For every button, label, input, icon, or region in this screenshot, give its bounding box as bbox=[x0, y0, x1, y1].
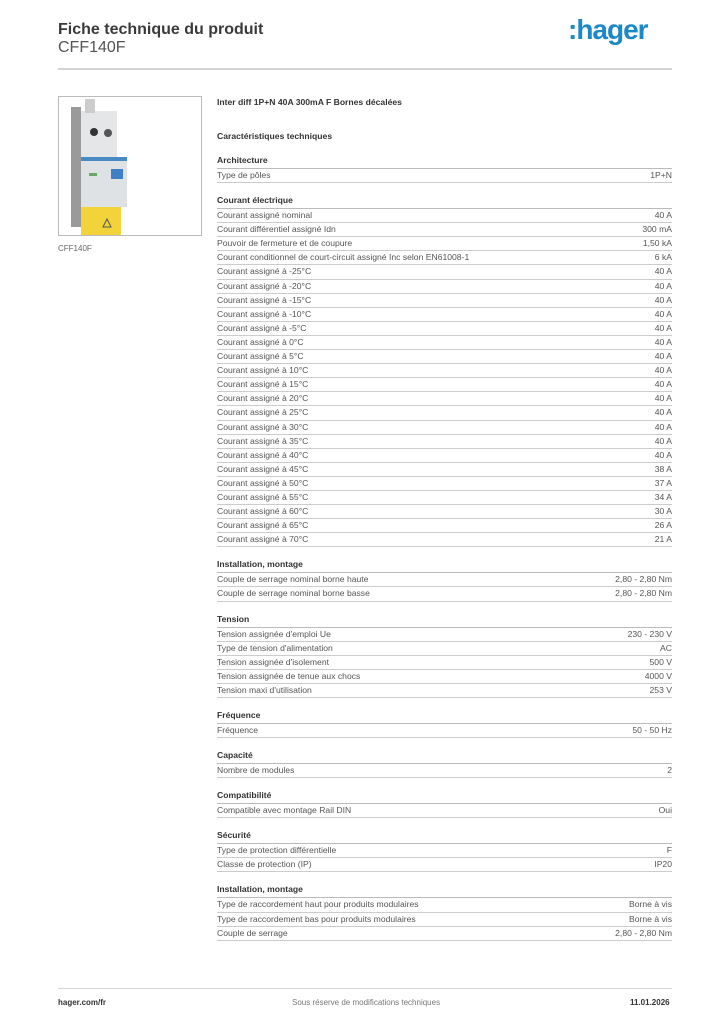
spec-value: 40 A bbox=[654, 294, 672, 305]
spec-value: 21 A bbox=[654, 534, 672, 545]
spec-row bbox=[217, 804, 672, 818]
spec-section bbox=[217, 788, 672, 818]
spec-section bbox=[217, 828, 672, 872]
section-title: Installation, montage bbox=[217, 882, 672, 898]
spec-value: Oui bbox=[658, 805, 672, 816]
page-title: Fiche technique du produit bbox=[58, 21, 264, 38]
spec-label: Tension maxi d'utilisation bbox=[217, 684, 312, 695]
spec-value: 40 A bbox=[654, 210, 672, 221]
spec-row bbox=[217, 670, 672, 684]
spec-label: Type de raccordement haut pour produits modulaires bbox=[217, 899, 419, 910]
spec-label: Courant assigné à 30°C bbox=[217, 421, 309, 432]
spec-row bbox=[217, 642, 672, 656]
spec-row bbox=[217, 350, 672, 364]
spec-value: 40 A bbox=[654, 266, 672, 277]
spec-row bbox=[217, 927, 672, 941]
spec-row bbox=[217, 477, 672, 491]
section-title: Sécurité bbox=[217, 828, 672, 844]
hager-logo: :hager bbox=[568, 14, 648, 45]
spec-row bbox=[217, 491, 672, 505]
spec-label: Courant assigné à 0°C bbox=[217, 336, 304, 347]
spec-value: 40 A bbox=[654, 407, 672, 418]
spec-value: 2,80 - 2,80 Nm bbox=[615, 588, 672, 599]
spec-value: 2 bbox=[667, 765, 672, 776]
product-image bbox=[58, 96, 202, 236]
spec-section bbox=[217, 153, 672, 183]
spec-label: Courant assigné à 20°C bbox=[217, 393, 309, 404]
characteristics-title: Caractéristiques techniques bbox=[217, 131, 333, 141]
spec-row bbox=[217, 628, 672, 642]
spec-value: Borne à vis bbox=[629, 913, 672, 924]
spec-value: 4000 V bbox=[644, 670, 672, 681]
footer-disclaimer: Sous réserve de modifications techniques bbox=[292, 998, 441, 1007]
spec-value: 40 A bbox=[654, 379, 672, 390]
spec-section bbox=[217, 748, 672, 778]
spec-row bbox=[217, 533, 672, 547]
spec-row bbox=[217, 858, 672, 872]
spec-row bbox=[217, 336, 672, 350]
spec-row bbox=[217, 684, 672, 698]
spec-section bbox=[217, 612, 672, 698]
spec-value: 500 V bbox=[649, 656, 672, 667]
spec-row bbox=[217, 463, 672, 477]
spec-label: Courant assigné à 60°C bbox=[217, 506, 309, 517]
spec-row bbox=[217, 209, 672, 223]
spec-row bbox=[217, 280, 672, 294]
spec-label: Pouvoir de fermeture et de coupure bbox=[217, 238, 353, 249]
spec-row bbox=[217, 406, 672, 420]
spec-row bbox=[217, 392, 672, 406]
spec-row bbox=[217, 265, 672, 279]
spec-row bbox=[217, 364, 672, 378]
spec-value: IP20 bbox=[654, 859, 672, 870]
footer-website[interactable]: hager.com/fr bbox=[58, 998, 107, 1007]
product-reference: CFF140F bbox=[58, 39, 126, 56]
spec-value: 40 A bbox=[654, 421, 672, 432]
spec-row bbox=[217, 573, 672, 587]
spec-row bbox=[217, 898, 672, 912]
spec-section bbox=[217, 193, 672, 547]
spec-section bbox=[217, 882, 672, 940]
specifications bbox=[217, 95, 672, 941]
spec-row bbox=[217, 378, 672, 392]
spec-row bbox=[217, 587, 672, 601]
spec-row bbox=[217, 844, 672, 858]
spec-row bbox=[217, 764, 672, 778]
spec-row bbox=[217, 223, 672, 237]
spec-value: 50 - 50 Hz bbox=[632, 725, 672, 735]
spec-label: Fréquence bbox=[217, 725, 259, 735]
header-divider bbox=[58, 68, 672, 70]
spec-label: Couple de serrage bbox=[217, 927, 288, 938]
spec-row bbox=[217, 913, 672, 927]
spec-value: 40 A bbox=[654, 336, 672, 347]
spec-value: 40 A bbox=[654, 322, 672, 333]
spec-section bbox=[217, 557, 672, 601]
section-title: Fréquence bbox=[217, 708, 672, 724]
spec-row bbox=[217, 421, 672, 435]
spec-value: 6 kA bbox=[654, 252, 672, 263]
section-title: Architecture bbox=[217, 153, 672, 169]
spec-value: 253 V bbox=[649, 684, 672, 695]
spec-label: Courant assigné à -5°C bbox=[217, 322, 307, 333]
spec-value: 40 A bbox=[654, 280, 672, 291]
spec-value: 40 A bbox=[654, 435, 672, 446]
spec-section bbox=[217, 708, 672, 738]
spec-label: Courant assigné à 10°C bbox=[217, 365, 309, 376]
spec-value: F bbox=[666, 845, 672, 856]
spec-value: 38 A bbox=[654, 463, 672, 474]
spec-label: Type de raccordement bas pour produits modulaires bbox=[217, 913, 416, 924]
spec-label: Courant assigné à 40°C bbox=[217, 449, 309, 460]
spec-label: Type de pôles bbox=[217, 170, 271, 180]
spec-value: 230 - 230 V bbox=[627, 628, 672, 639]
spec-label: Tension assignée de tenue aux chocs bbox=[217, 670, 361, 681]
spec-label: Courant conditionnel de court-circuit assigné Inc selon EN61008-1 bbox=[217, 252, 470, 263]
spec-label: Courant assigné à -10°C bbox=[217, 308, 312, 319]
spec-label: Courant assigné à 55°C bbox=[217, 491, 309, 502]
spec-value: 40 A bbox=[654, 351, 672, 362]
spec-label: Courant différentiel assigné Idn bbox=[217, 224, 336, 235]
section-title: Tension bbox=[217, 612, 672, 628]
section-title: Courant électrique bbox=[217, 193, 672, 209]
spec-value: 40 A bbox=[654, 308, 672, 319]
spec-row bbox=[217, 435, 672, 449]
spec-row bbox=[217, 308, 672, 322]
spec-label: Classe de protection (IP) bbox=[217, 859, 312, 870]
spec-label: Type de protection différentielle bbox=[217, 845, 337, 856]
spec-value: 40 A bbox=[654, 365, 672, 376]
spec-value: 300 mA bbox=[642, 224, 672, 235]
footer-divider bbox=[58, 988, 672, 989]
section-title: Installation, montage bbox=[217, 557, 672, 573]
spec-label: Tension assignée d'isolement bbox=[217, 656, 329, 667]
spec-label: Type de tension d'alimentation bbox=[217, 642, 333, 653]
spec-value: 1P+N bbox=[650, 170, 672, 180]
spec-label: Courant assigné à -25°C bbox=[217, 266, 312, 277]
spec-label: Courant assigné à 25°C bbox=[217, 407, 309, 418]
spec-label: Courant assigné à 45°C bbox=[217, 463, 309, 474]
spec-label: Courant assigné à -15°C bbox=[217, 294, 312, 305]
product-image-caption: CFF140F bbox=[58, 244, 92, 253]
spec-label: Couple de serrage nominal borne haute bbox=[217, 574, 369, 585]
circuit-breaker-illustration bbox=[59, 97, 201, 235]
spec-row bbox=[217, 294, 672, 308]
spec-label: Courant assigné à 70°C bbox=[217, 534, 309, 545]
spec-label: Courant assigné nominal bbox=[217, 210, 313, 221]
spec-row bbox=[217, 251, 672, 265]
spec-label: Courant assigné à 5°C bbox=[217, 351, 304, 362]
spec-row bbox=[217, 449, 672, 463]
spec-row bbox=[217, 519, 672, 533]
section-title: Compatibilité bbox=[217, 788, 672, 804]
spec-value: 40 A bbox=[654, 449, 672, 460]
spec-value: 2,80 - 2,80 Nm bbox=[615, 927, 672, 938]
spec-label: Courant assigné à 15°C bbox=[217, 379, 309, 390]
spec-label: Courant assigné à 35°C bbox=[217, 435, 309, 446]
spec-row bbox=[217, 505, 672, 519]
footer-date: 11.01.2026 bbox=[630, 998, 670, 1007]
spec-value: 34 A bbox=[654, 491, 672, 502]
spec-label: Couple de serrage nominal borne basse bbox=[217, 588, 370, 599]
spec-value: 37 A bbox=[654, 477, 672, 488]
spec-row bbox=[217, 724, 672, 738]
spec-label: Courant assigné à -20°C bbox=[217, 280, 312, 291]
spec-row bbox=[217, 169, 672, 183]
spec-label: Courant assigné à 50°C bbox=[217, 477, 309, 488]
spec-label: Courant assigné à 65°C bbox=[217, 520, 309, 531]
spec-value: 2,80 - 2,80 Nm bbox=[615, 574, 672, 585]
spec-label: Nombre de modules bbox=[217, 765, 295, 776]
spec-value: Borne à vis bbox=[629, 899, 672, 910]
spec-value: AC bbox=[660, 642, 672, 653]
spec-value: 40 A bbox=[654, 393, 672, 404]
spec-label: Compatible avec montage Rail DIN bbox=[217, 805, 352, 816]
product-name: Inter diff 1P+N 40A 300mA F Bornes décalées bbox=[217, 97, 402, 107]
spec-label: Tension assignée d'emploi Ue bbox=[217, 628, 331, 639]
spec-row bbox=[217, 656, 672, 670]
spec-value: 26 A bbox=[654, 520, 672, 531]
spec-value: 30 A bbox=[654, 506, 672, 517]
section-title: Capacité bbox=[217, 748, 672, 764]
spec-value: 1,50 kA bbox=[642, 238, 672, 249]
spec-row bbox=[217, 322, 672, 336]
spec-row bbox=[217, 237, 672, 251]
